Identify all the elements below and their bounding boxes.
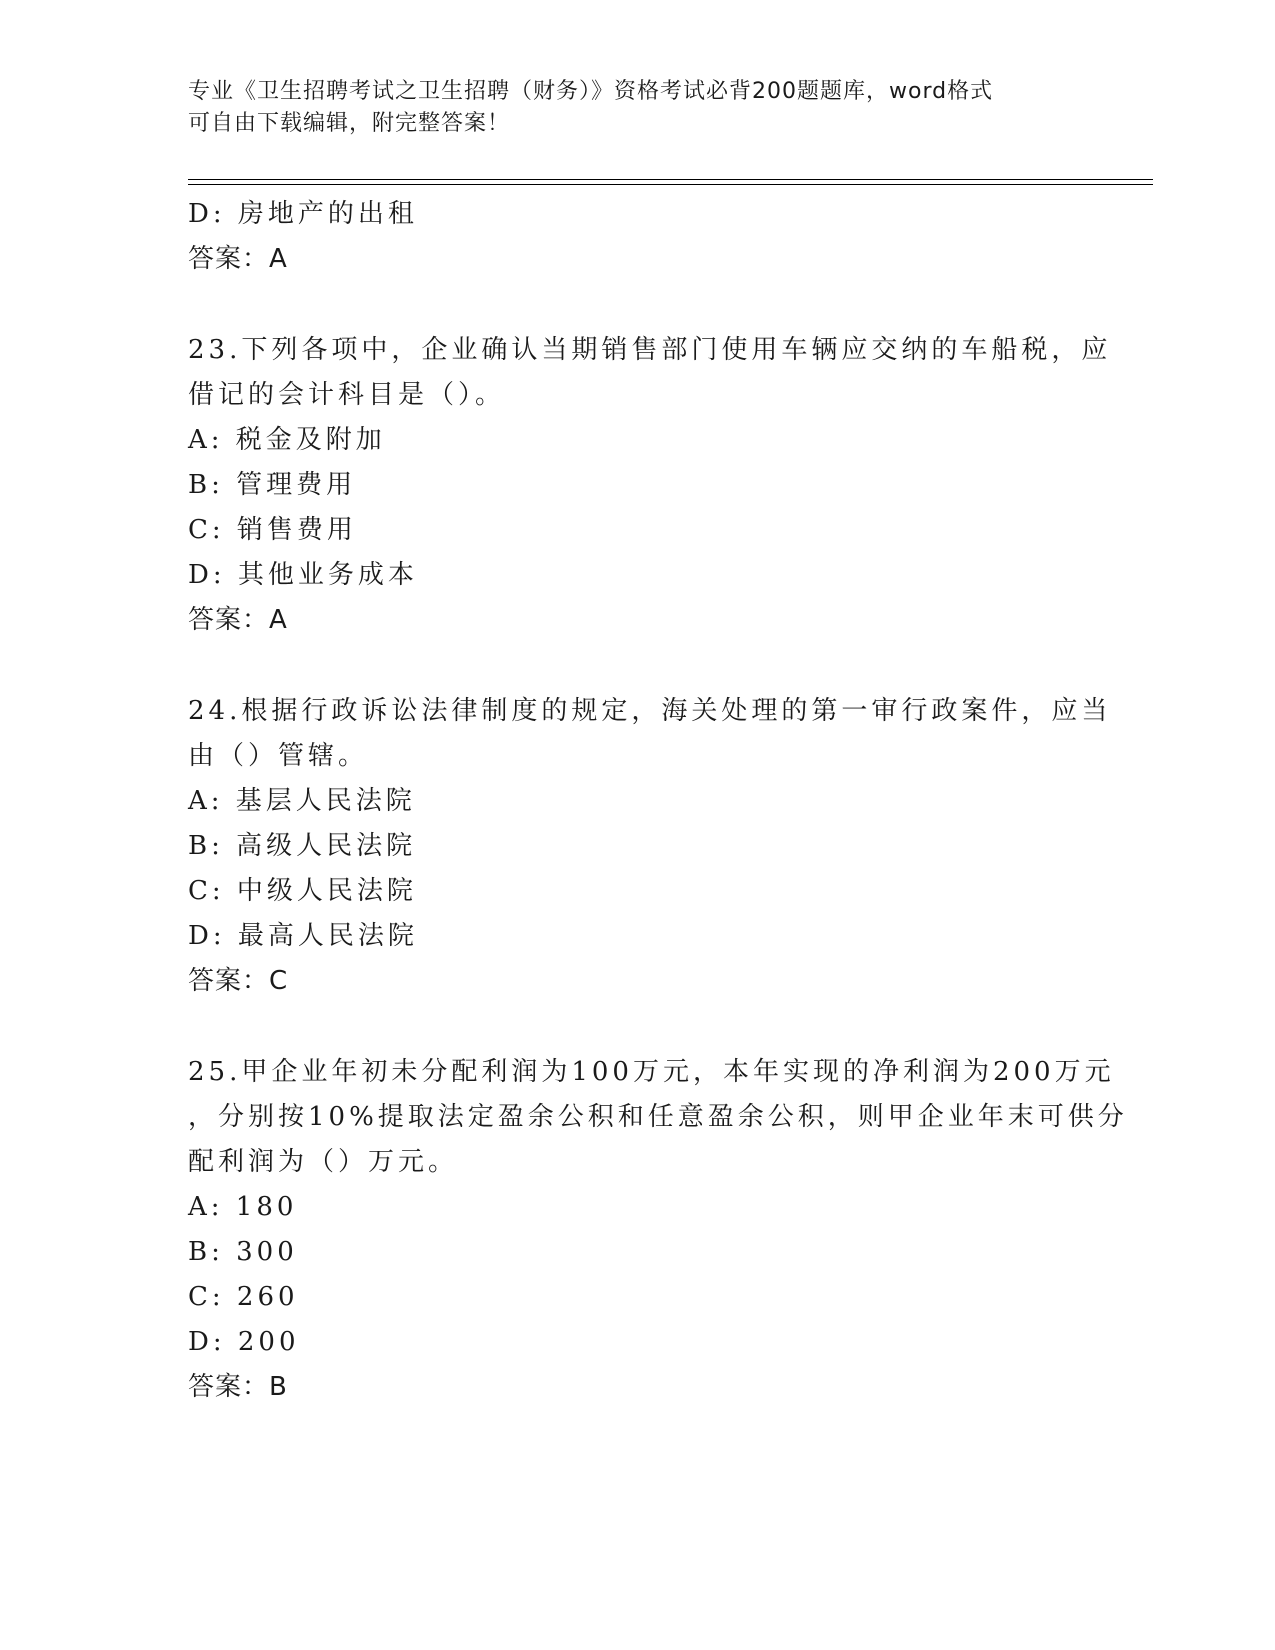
question-24 xyxy=(188,689,1112,1004)
carryover-option-d: D: 房地产的出租 xyxy=(188,199,418,229)
option-c: C: 中级人民法院 xyxy=(188,876,417,906)
answer: 答案：B xyxy=(188,1372,288,1402)
header-line-2: 可自由下载编辑，附完整答案！ xyxy=(188,111,511,136)
stem-line: 配利润为（）万元。 xyxy=(188,1147,459,1177)
option-a: A: 基层人民法院 xyxy=(188,786,416,816)
header-line-1: 专业《卫生招聘考试之卫生招聘（财务）》资格考试必背200题题库，word格式 xyxy=(188,79,994,104)
question-23 xyxy=(188,328,1112,643)
answer: 答案：A xyxy=(188,605,288,635)
option-d: D: 其他业务成本 xyxy=(188,560,418,590)
answer: 答案：C xyxy=(188,966,289,996)
header-divider-top xyxy=(188,179,1153,180)
question-stem xyxy=(188,689,1112,779)
question-stem xyxy=(188,1050,1128,1185)
option-d: D: 最高人民法院 xyxy=(188,921,418,951)
carryover-answer: 答案：A xyxy=(188,244,288,274)
question-content xyxy=(188,192,1128,1410)
option-d: D: 200 xyxy=(188,1327,300,1357)
option-c: C: 260 xyxy=(188,1282,299,1312)
option-c: C: 销售费用 xyxy=(188,515,357,545)
question-stem xyxy=(188,328,1112,418)
stem-line: 25.甲企业年初未分配利润为100万元，本年实现的净利润为200万元 xyxy=(188,1057,1115,1087)
option-a: A: 税金及附加 xyxy=(188,425,386,455)
stem-line: ，分别按10%提取法定盈余公积和任意盈余公积，则甲企业年末可供分 xyxy=(188,1102,1128,1132)
option-b: B: 管理费用 xyxy=(188,470,357,500)
option-a: A: 180 xyxy=(188,1192,298,1222)
document-header xyxy=(188,76,1088,140)
option-b: B: 高级人民法院 xyxy=(188,831,417,861)
question-25 xyxy=(188,1050,1128,1410)
header-divider-bottom xyxy=(188,184,1153,185)
stem-line: 由（）管辖。 xyxy=(188,741,369,771)
stem-line: 23.下列各项中，企业确认当期销售部门使用车辆应交纳的车船税，应 xyxy=(188,335,1112,365)
stem-line: 借记的会计科目是（）。 xyxy=(188,380,506,410)
option-b: B: 300 xyxy=(188,1237,298,1267)
stem-line: 24.根据行政诉讼法律制度的规定，海关处理的第一审行政案件，应当 xyxy=(188,696,1112,726)
